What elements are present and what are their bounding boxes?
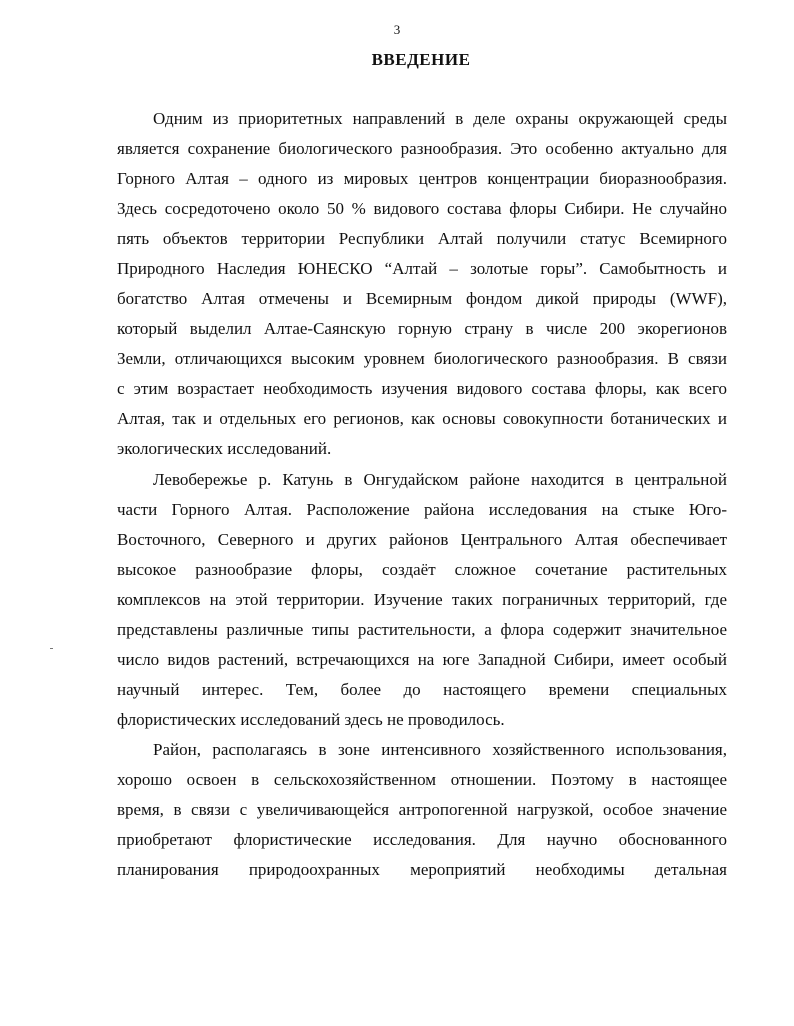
page-number: 3 (393, 22, 401, 37)
text-line: приобретают флористические исследования. Для научно обоснованного (117, 830, 727, 849)
text-line: Район, располагаясь в зоне интенсивного хозяйственного использования, (153, 740, 727, 759)
text-line: Горного Алтая – одного из мировых центров концентрации биоразнообразия. (117, 169, 727, 188)
text-line: с этим возрастает необходимость изучения видового состава флоры, как всего (117, 379, 727, 398)
text-line: число видов растений, встречающихся на юге Западной Сибири, имеет особый (117, 650, 727, 669)
text-line: Восточного, Северного и других районов Центрального Алтая обеспечивает (117, 530, 727, 549)
text-line: является сохранение биологического разнообразия. Это особенно актуально для (117, 139, 727, 158)
section-heading: ВВЕДЕНИЕ (371, 50, 471, 69)
text-line: Здесь сосредоточено около 50 % видового состава флоры Сибири. Не случайно (117, 199, 727, 218)
text-line: богатство Алтая отмечены и Всемирным фондом дикой природы (WWF), (117, 289, 727, 308)
text-line: Одним из приоритетных направлений в деле охраны окружающей среды (153, 109, 727, 128)
scan-speck (50, 648, 53, 649)
text-line: представлены различные типы растительности, а флора содержит значительное (117, 620, 727, 639)
text-line: Левобережье р. Катунь в Онгудайском районе находится в центральной (153, 470, 727, 489)
text-line: время, в связи с увеличивающейся антропогенной нагрузкой, особое значение (117, 800, 727, 819)
text-line: хорошо освоен в сельскохозяйственном отношении. Поэтому в настоящее (117, 770, 727, 789)
text-line: который выделил Алтае-Саянскую горную страну в числе 200 экорегионов (117, 319, 727, 338)
text-line: Природного Наследия ЮНЕСКО “Алтай – золотые горы”. Самобытность и (117, 259, 727, 278)
paragraph-1 (117, 104, 727, 464)
text-line: флористических исследований здесь не проводилось. (117, 710, 505, 729)
paragraph-2 (117, 465, 727, 735)
text-line: части Горного Алтая. Расположение района исследования на стыке Юго- (117, 500, 727, 519)
text-line: пять объектов территории Республики Алтай получили статус Всемирного (117, 229, 727, 248)
text-line: планирования природоохранных мероприятий необходимы детальная (117, 860, 727, 879)
text-line: экологических исследований. (117, 439, 332, 458)
text-line: Алтая, так и отдельных его регионов, как основы совокупности ботанических и (117, 409, 727, 428)
text-line: Земли, отличающихся высоким уровнем биологического разнообразия. В связи (117, 349, 727, 368)
text-line: высокое разнообразие флоры, создаёт сложное сочетание растительных (117, 560, 727, 579)
paragraph-3 (117, 735, 727, 885)
text-line: комплексов на этой территории. Изучение таких пограничных территорий, где (117, 590, 727, 609)
text-line: научный интерес. Тем, более до настоящего времени специальных (117, 680, 727, 699)
